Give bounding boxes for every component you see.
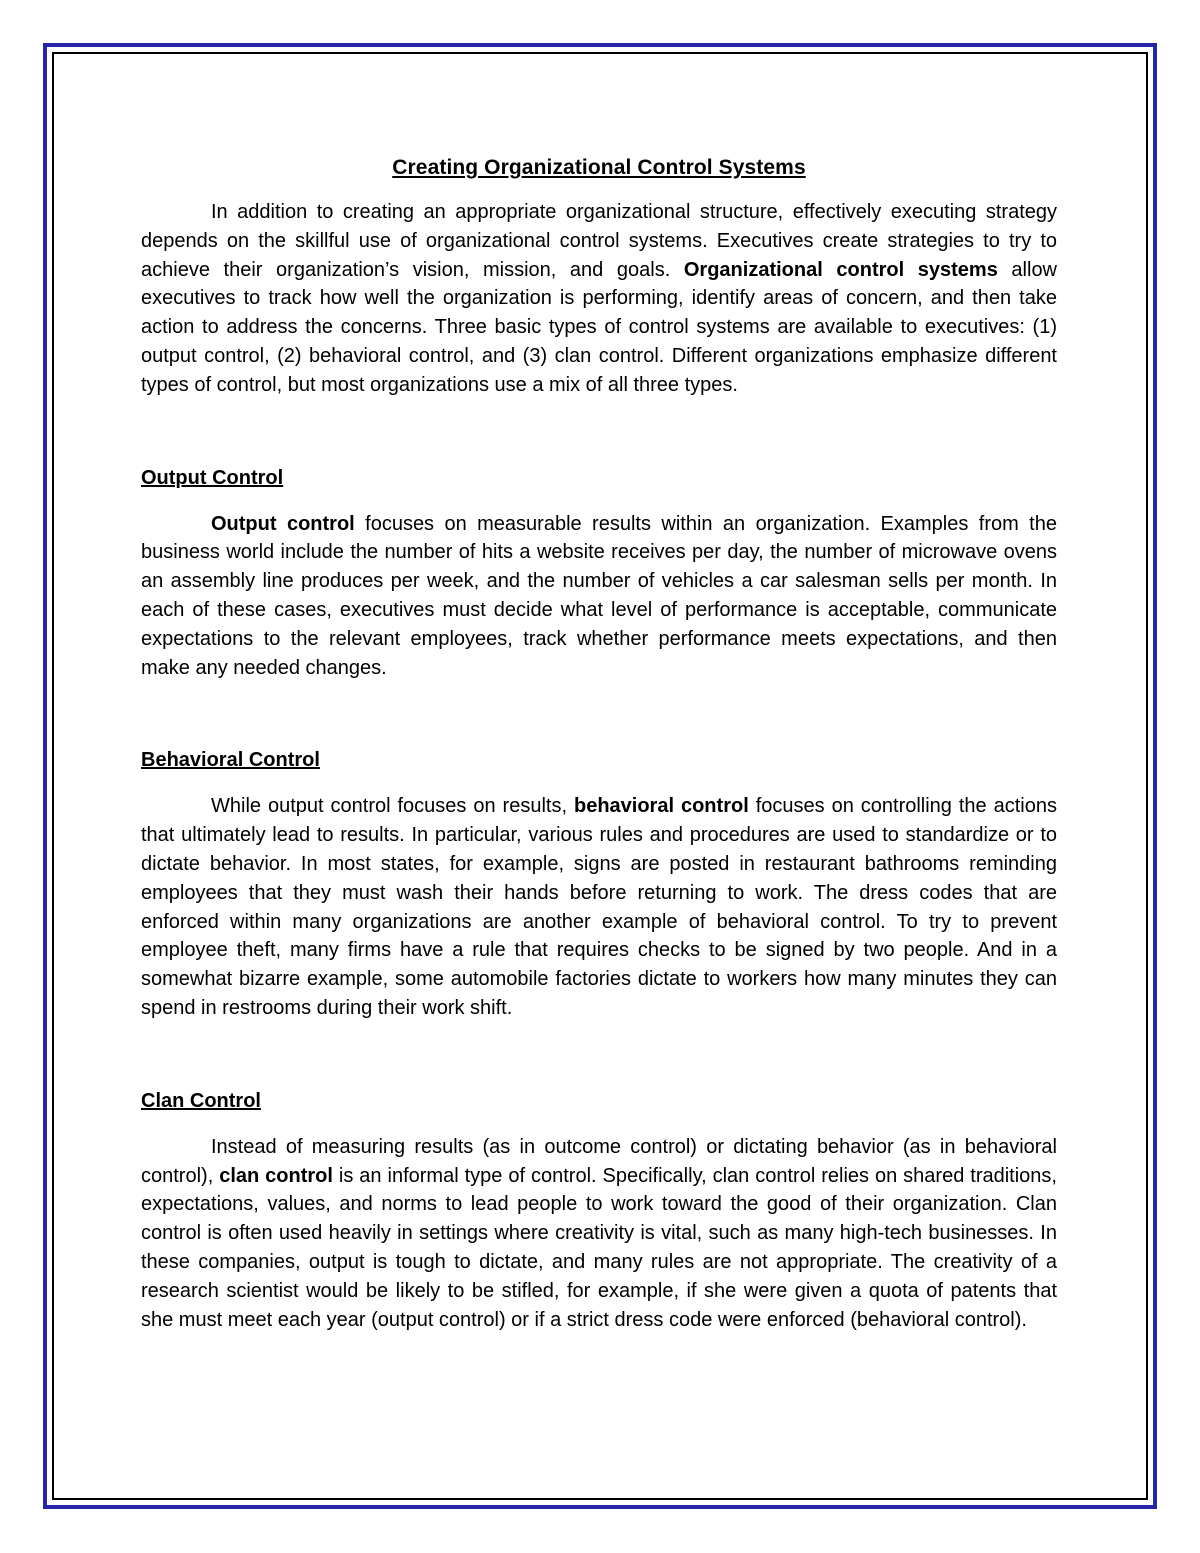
- section-bold-term: Output control: [211, 512, 355, 535]
- document-body: [141, 150, 1057, 1334]
- section-paragraph-output-control: [141, 510, 1057, 683]
- intro-paragraph: [141, 198, 1057, 400]
- section-text: focuses on controlling the actions that ultimately lead to results. In particular, various rules and procedures are used to standardize or to dictate behavior. In most states, for example, signs are posted in restaurant bathrooms reminding employees that they must wash their hands before returning to work. The dress codes that are enforced within many organizations are another example of behavioral control. To try to prevent employee theft, many firms have a rule that requires checks to be signed by two people. And in a somewhat bizarre example, some automobile factories dictate to workers how many minutes they can spend in restrooms during their work shift.: [141, 795, 1057, 1019]
- intro-bold-term: Organizational control systems: [683, 258, 998, 281]
- section-bold-term: behavioral control: [573, 795, 749, 818]
- section-lead: Instead of measuring results (as in outcome control) or dictating behavior (as in behavioral control),: [141, 1135, 1057, 1187]
- section-heading-clan-control: Clan Control: [141, 1089, 261, 1112]
- section-bold-term: clan control: [219, 1164, 333, 1187]
- section-heading-output-control: Output Control: [141, 466, 284, 489]
- section-text: is an informal type of control. Specifically, clan control relies on shared traditions, expectations, values, and norms to lead people to work toward the good of their organization. Clan control is often used heavily in settings where creativity is vital, such as many high-tech businesses. In these companies, output is tough to dictate, and many rules are not appropriate. The creativity of a research scientist would be likely to be stifled, for example, if she were given a quota of patents that she must meet each year (output control) or if a strict dress code were enforced (behavioral control).: [141, 1164, 1057, 1331]
- intro-text-2: allow executives to track how well the organization is performing, identify areas of concern, and then take action to address the concerns. Three basic types of control systems are available to executives: (1) output control, (2) behavioral control, and (3) clan control. Different organizations emphasize different types of control, but most organizations use a mix of all three types.: [141, 258, 1058, 396]
- section-paragraph-clan-control: [141, 1133, 1057, 1335]
- section-paragraph-behavioral-control: [141, 792, 1057, 1022]
- intro-text-1: In addition to creating an appropriate organizational structure, effectively executing strategy depends on the skillful use of organizational control systems. Executives create strategies to try to achieve their organization’s vision, mission, and goals.: [141, 201, 1057, 281]
- section-text: focuses on measurable results within an organization. Examples from the business world include the number of hits a website receives per day, the number of microwave ovens an assembly line produces per week, and the number of vehicles a car salesman sells per month. In each of these cases, executives must decide what level of performance is acceptable, communicate expectations to the relevant employees, track whether performance meets expectations, and then make any needed changes.: [141, 512, 1057, 679]
- document-title: Creating Organizational Control Systems: [392, 156, 806, 179]
- section-heading-behavioral-control: Behavioral Control: [141, 749, 320, 772]
- section-lead: While output control focuses on results,: [211, 795, 574, 818]
